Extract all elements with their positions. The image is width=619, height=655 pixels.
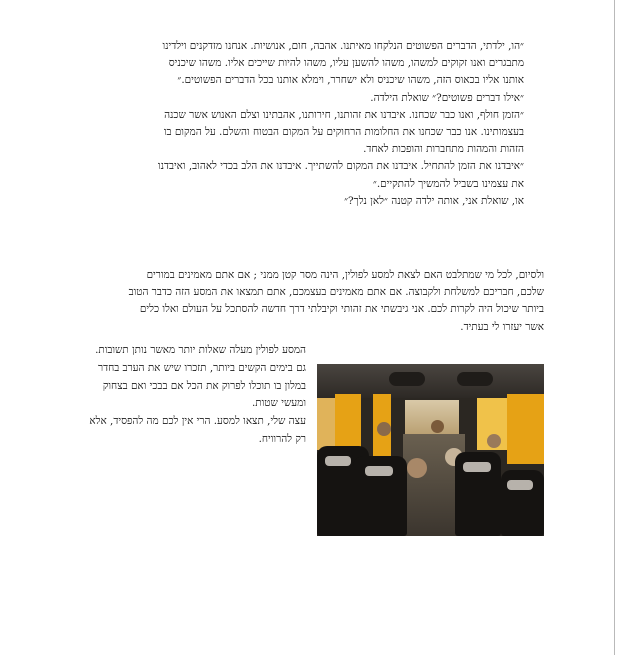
text-line: הזהות והמהות מתחברות והופכות לאחד. [363,143,524,156]
text-line: גם בימים הקשים ביותר, תזכרו שיש את הערב בחדר [98,361,306,374]
passenger [407,458,427,478]
text-line: אשר יעזרו לי בעתיד. [460,320,544,333]
text-line: ״איבדנו את הזמן להתחיל. איבדנו את המקום להשתייך. איבדנו את הלב בכדי לאהוב, ואיבדנו [157,160,524,173]
passenger [431,420,444,433]
text-line: ולסיום, לכל מי שמתלבט האם לצאת למסע לפולין, הינה מסר קטן ממני ; אם אתם מאמינים במורים [146,269,544,281]
text-line: ״הזמן חולף, ואנו כבר שכחנו. איבדנו את זהותנו, חירותנו, אהבתינו וצלם האנוש אשר שכנה [164,108,524,121]
poem-passage [98,38,524,210]
bus-ceiling [317,364,544,398]
bus-photo [317,364,544,536]
seat-headrest [325,456,351,466]
text-line: המסע לפולין מעלה שאלות יותר מאשר נותן תשובות. [95,344,306,356]
text-line: שלכם, חבריכם למשלחת ולקבוצה. אם אתם מאמינים בעצמכם, אתם תמצאו את המסע הזה כדבר הטוב [128,286,544,299]
seat-headrest [365,466,393,476]
text-line: במלון בו תוכלו לפרוק את הכל אם בבכי ואם בצחוק [102,379,306,392]
text-line: או, שואלת אני, אותה ילדה קטנה ״לאן נלך?״ [344,194,524,207]
text-line: אותנו אליו בכאוס הזה, משהו שיכניס ולא ישחרר, וימלא אותנו בכל הדברים הפשוטים.״ [177,74,524,87]
advice-paragraph [72,342,306,449]
text-line: ״אילו דברים פשוטים?״ שואלת הילדה. [370,91,524,104]
air-vent [389,372,425,386]
curtain [507,394,544,464]
seat-headrest [507,480,533,490]
text-line: ומעשי שטות. [251,397,306,410]
passenger [487,434,501,448]
text-line: מתבגרים ואנו זקוקים למשהו, משהו להשען עליו, משהו להיות שייכים אליו. משהו שיכניס [168,57,524,70]
seat-headrest [463,462,491,472]
text-line: עצה שלי, תצאו למסע. הרי אין לכם מה להפסיד, אלא [89,415,306,428]
passenger [377,422,391,436]
text-line: ״הו, ילדתי, הדברים הפשוטים הנלקחו מאיתנו. אהבה, חום, אנושיות. אנחנו מזדקנים וילדינו [162,40,524,52]
closing-paragraph [72,267,544,336]
text-line: את עצמינו בשביל להמשיך להתקיים.״ [372,177,524,190]
text-line: רק להרוויח. [258,432,306,445]
text-line: ביותר שיכול היה לקרות לכם. אני גיבשתי את זהותי וקיבלתי דרך חדשה להסתכל על העולם ואלו כלים [139,303,544,316]
text-line: בעצמותינו. אנו כבר שכחנו את החלומות הרחוקים על המקום הבטוח והשלם. על המקום בו [163,126,524,139]
air-vent [457,372,493,386]
page-edge [614,0,615,655]
